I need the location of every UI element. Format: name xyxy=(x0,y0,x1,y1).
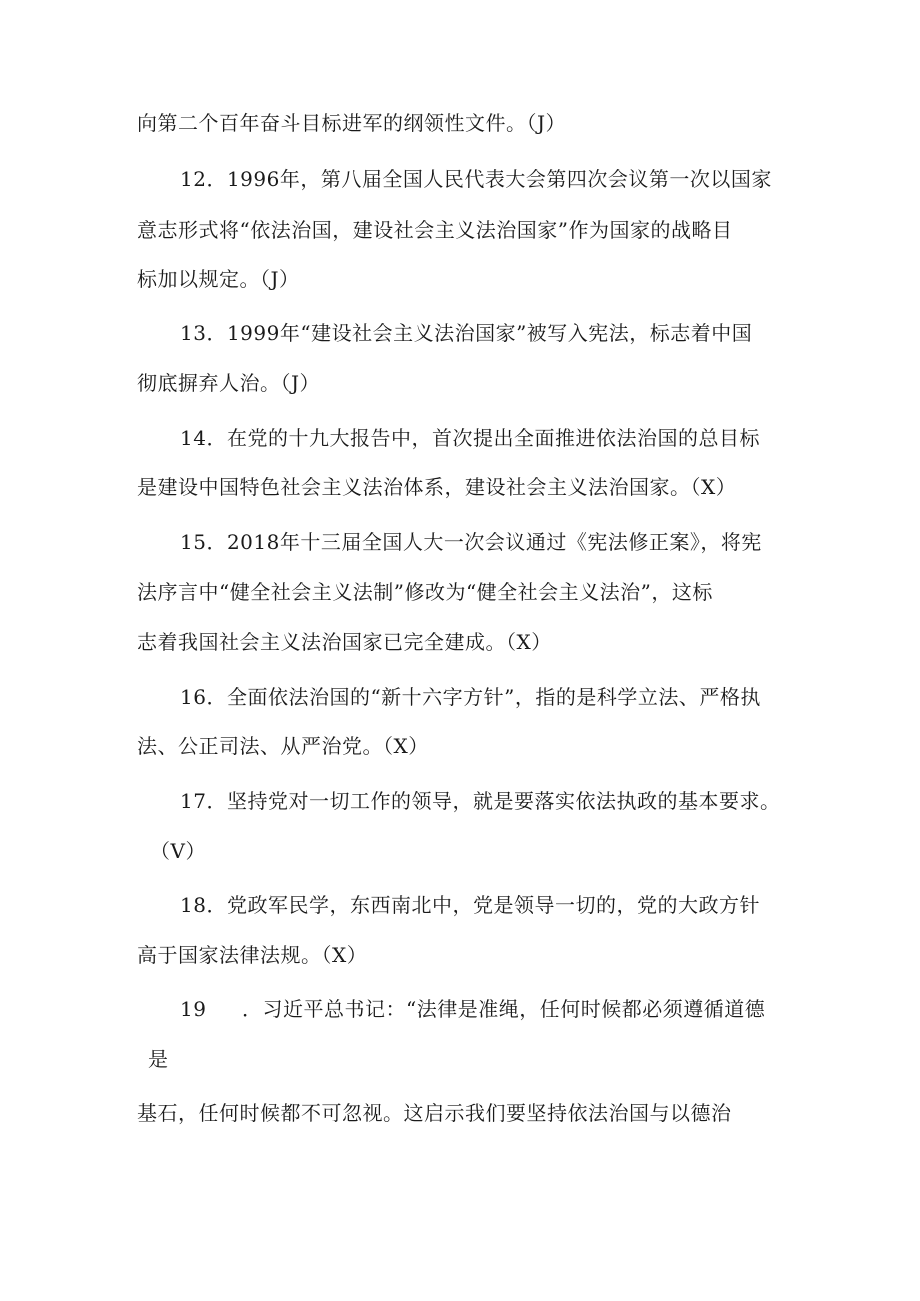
item-15-line-3: 志着我国社会主义法治国家已完全建成。（X） xyxy=(137,630,552,654)
item-15-line-2: 法序言中“健全社会主义法制”修改为“健全社会主义法治”，这标 xyxy=(137,580,713,604)
item-18-line-2: 高于国家法律法规。（X） xyxy=(137,943,368,967)
item-17-line-1: 17．坚持党对一切工作的领导，就是要落实依法执政的基本要求。 xyxy=(180,789,781,813)
item-19-wrap-char: 是 xyxy=(148,1047,169,1071)
item-19-number: 19 xyxy=(180,997,207,1021)
item-13-line-2: 彻底摒弃人治。（J） xyxy=(137,371,321,395)
item-19-line-1: ．习近平总书记：“法律是准绳，任何时候都必须遵循道德 xyxy=(242,997,766,1021)
item-15-line-1: 15．2018年十三届全国人大一次会议通过《宪法修正案》，将宪 xyxy=(180,530,762,554)
item-18-line-1: 18．党政军民学，东西南北中，党是领导一切的，党的大政方针 xyxy=(180,893,760,917)
item-12-line-2: 意志形式将“依法治国，建设社会主义法治国家”作为国家的战略目 xyxy=(137,218,733,242)
item-12-line-3: 标加以规定。（J） xyxy=(137,267,300,291)
item-16-line-2: 法、公正司法、从严治党。（X） xyxy=(137,734,429,758)
item-13-line-1: 13．1999年“建设社会主义法治国家”被写入宪法，标志着中国 xyxy=(180,321,753,345)
item-14-line-1: 14．在党的十九大报告中，首次提出全面推进依法治国的总目标 xyxy=(180,426,760,450)
item-14-line-2: 是建设中国特色社会主义法治体系，建设社会主义法治国家。（X） xyxy=(137,475,737,499)
text-line: 向第二个百年奋斗目标进军的纲领性文件。（J） xyxy=(137,111,567,135)
item-17-line-2: （V） xyxy=(150,839,206,863)
item-19-line-2: 基石，任何时候都不可忽视。这启示我们要坚持依法治国与以德治 xyxy=(137,1101,732,1125)
item-12-line-1: 12．1996年，第八届全国人民代表大会第四次会议第一次以国家 xyxy=(180,167,772,191)
item-16-line-1: 16．全面依法治国的“新十六字方针”，指的是科学立法、严格执 xyxy=(180,685,761,709)
